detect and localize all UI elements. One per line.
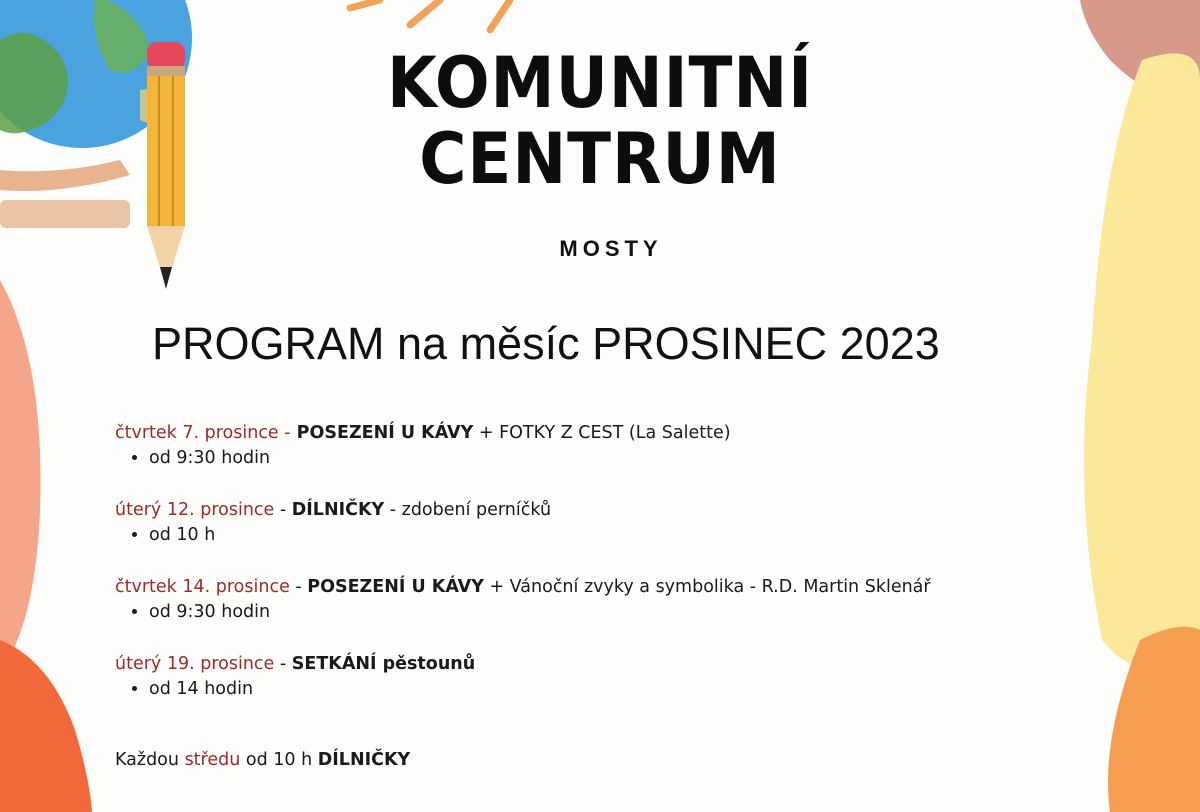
weekly-middle: od 10 h [240,750,318,770]
event-extra: - zdobení perníčků [384,500,552,520]
title-line-2: CENTRUM [419,118,781,200]
event-separator: - [289,577,308,597]
sun-rays-illustration [340,0,520,40]
weekly-activity: DÍLNIČKY [317,750,411,770]
weekly-note [115,750,410,770]
event-list [115,422,1075,730]
event-date: úterý 19. prosince [115,654,275,674]
event-title: POSEZENÍ U KÁVY [290,423,474,443]
event-item [115,499,1075,576]
event-title: SETKÁNÍ pěstounů [291,654,476,674]
event-date: čtvrtek 14. prosince [115,577,290,597]
event-date: úterý 12. prosince [115,500,275,520]
event-item [115,653,1075,730]
subtitle: MOSTY [559,236,663,261]
event-separator: - [274,654,292,674]
event-item [115,422,1075,499]
event-separator: - [274,500,292,520]
event-extra: + FOTKY Z CEST (La Salette) [473,423,731,443]
program-heading: PROGRAM na měsíc PROSINEC 2023 [152,318,940,369]
title-line-1: KOMUNITNÍ [386,42,814,124]
event-extra: + Vánoční zvyky a symbolika - R.D. Martin Sklenář [483,577,931,597]
event-date: čtvrtek 7. prosince - [115,423,291,443]
event-title: DÍLNIČKY [291,500,385,520]
event-time: • od 14 hodin [149,678,1075,700]
orange-blob-right [1100,620,1200,812]
orange-blob-left [0,280,95,812]
weekly-prefix: Každou [115,750,185,770]
event-time: • od 10 h [149,524,1075,546]
event-time: • od 9:30 hodin [149,601,1075,623]
event-time: • od 9:30 hodin [149,447,1075,469]
weekly-day: středu [184,750,241,770]
event-item [115,576,1075,653]
event-title: POSEZENÍ U KÁVY [307,577,484,597]
